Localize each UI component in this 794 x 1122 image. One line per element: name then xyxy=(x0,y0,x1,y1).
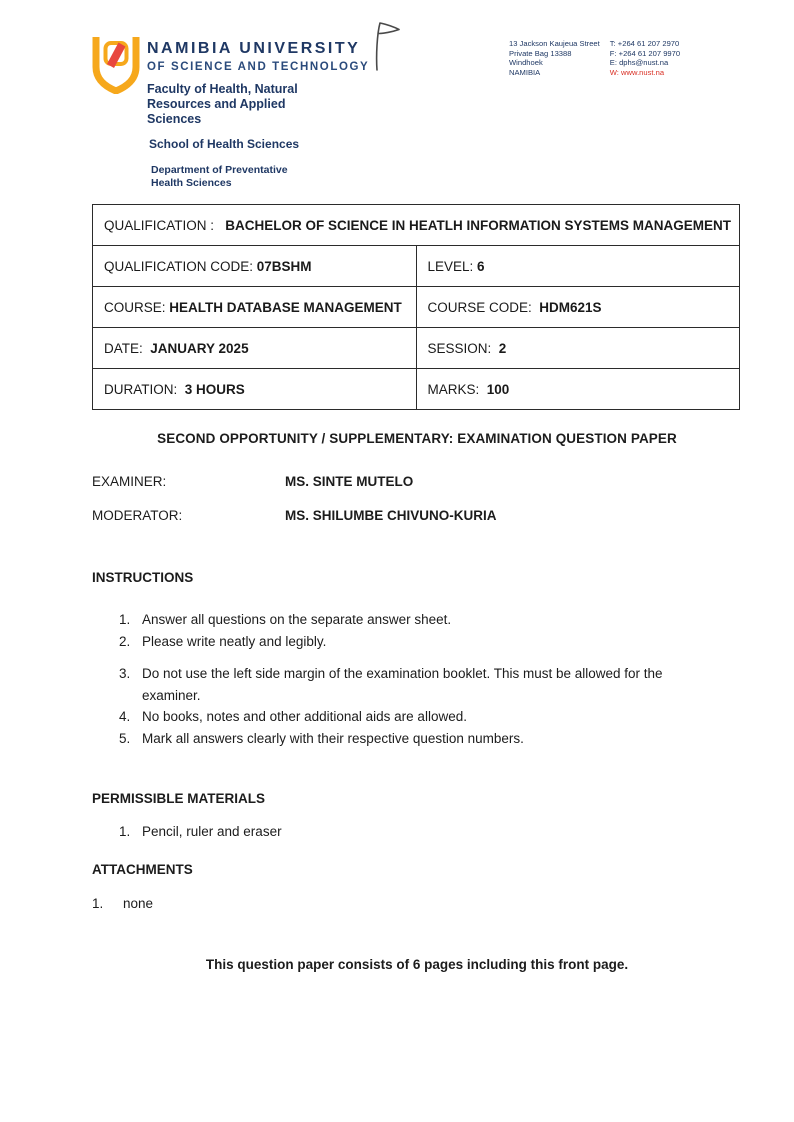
duration-value: 3 HOURS xyxy=(184,381,245,397)
item-text: Do not use the left side margin of the examination booklet. This must be allowed for the examiner. xyxy=(142,666,663,703)
instruction-item xyxy=(92,631,742,653)
university-subtitle: OF SCIENCE AND TECHNOLOGY xyxy=(147,61,370,73)
course-code-value: HDM621S xyxy=(539,299,602,315)
permissible-materials-list xyxy=(92,821,742,843)
page-header xyxy=(92,32,742,204)
address-line: 13 Jackson Kaujeua Street xyxy=(509,39,600,48)
handwritten-pen-mark xyxy=(364,18,410,83)
date-label: DATE: xyxy=(104,340,143,356)
marks-label: MARKS: xyxy=(427,381,480,397)
item-text: Answer all questions on the separate answer sheet. xyxy=(142,612,452,627)
marks-value: 100 xyxy=(486,381,510,397)
course-label: COURSE: xyxy=(104,299,166,315)
contact-block xyxy=(509,39,680,77)
attachments-heading: ATTACHMENTS xyxy=(92,861,193,877)
email-line: E: dphs@nust.na xyxy=(609,58,669,68)
attachments-list xyxy=(92,893,742,915)
item-number: 4. xyxy=(119,709,131,724)
qualification-code-value: 07BSHM xyxy=(256,258,312,274)
phone-column xyxy=(610,39,680,77)
address-line: Windhoek xyxy=(509,58,543,68)
page-count-note: This question paper consists of 6 pages including this front page. xyxy=(205,957,629,972)
duration-label: DURATION: xyxy=(104,381,178,397)
item-number: 3. xyxy=(119,666,131,681)
material-item xyxy=(92,821,742,843)
level-label: LEVEL: xyxy=(427,258,474,274)
fax-line: F: +264 61 207 9970 xyxy=(609,48,681,58)
marks-cell xyxy=(416,369,740,410)
date-value: JANUARY 2025 xyxy=(150,340,249,356)
duration-cell xyxy=(93,369,417,410)
item-number: 1. xyxy=(119,612,131,627)
session-cell xyxy=(416,328,740,369)
course-code-cell xyxy=(416,287,740,328)
item-text: No books, notes and other additional aids are allowed. xyxy=(142,709,467,724)
qualification-label: QUALIFICATION : xyxy=(104,217,215,233)
instruction-item xyxy=(92,609,742,631)
session-label: SESSION: xyxy=(427,340,492,356)
moderator-row xyxy=(92,508,742,523)
address-line: NAMIBIA xyxy=(509,67,541,77)
level-cell xyxy=(416,246,740,287)
item-text: Mark all answers clearly with their respective question numbers. xyxy=(142,730,524,746)
session-value: 2 xyxy=(498,340,507,356)
university-name: NAMIBIA UNIVERSITY xyxy=(147,40,361,57)
item-number: 5. xyxy=(119,730,131,746)
table-row-code-level xyxy=(93,246,740,287)
university-name-block xyxy=(147,40,369,73)
instructions-list xyxy=(92,609,742,749)
qualification-code-label: QUALIFICATION CODE: xyxy=(104,258,254,274)
instruction-item xyxy=(92,706,742,728)
qualification-code-cell xyxy=(93,246,417,287)
tel-line: T: +264 61 207 2970 xyxy=(609,39,680,48)
examiner-row xyxy=(92,474,742,489)
level-value: 6 xyxy=(477,258,485,274)
item-text: Please write neatly and legibly. xyxy=(142,633,327,649)
address-column xyxy=(509,39,600,77)
department-name: Department of Preventative Health Sciences xyxy=(151,164,288,189)
school-name: School of Health Sciences xyxy=(149,137,300,151)
table-row-course xyxy=(93,287,740,328)
examiner-name: MS. SINTE MUTELO xyxy=(285,474,414,489)
examiner-label: EXAMINER: xyxy=(92,474,167,489)
item-number: 1. xyxy=(92,895,104,911)
address-line: Private Bag 13388 xyxy=(509,48,572,58)
item-number: 2. xyxy=(119,633,131,649)
qualification-value: BACHELOR OF SCIENCE IN HEATLH INFORMATION SYSTEMS MANAGEMENT xyxy=(225,217,732,233)
date-cell xyxy=(93,328,417,369)
instruction-item xyxy=(92,728,742,750)
course-code-label: COURSE CODE: xyxy=(427,299,532,315)
table-row-qualification xyxy=(93,205,740,246)
instruction-item xyxy=(92,663,742,706)
nust-logo-icon xyxy=(90,34,142,99)
exam-info-table xyxy=(92,204,740,410)
item-text: Pencil, ruler and eraser xyxy=(142,824,282,839)
item-text: none xyxy=(123,895,154,911)
website-link: W: www.nust.na xyxy=(609,67,665,77)
course-cell xyxy=(93,287,417,328)
faculty-name: Faculty of Health, Natural Resources and Applied Sciences xyxy=(147,82,298,126)
permissible-materials-heading: PERMISSIBLE MATERIALS xyxy=(92,791,266,806)
table-row-date-session xyxy=(93,328,740,369)
table-row-duration-marks xyxy=(93,369,740,410)
course-value: HEALTH DATABASE MANAGEMENT xyxy=(169,299,402,315)
item-number: 1. xyxy=(119,824,131,839)
attachment-item xyxy=(92,893,742,915)
moderator-name: MS. SHILUMBE CHIVUNO-KURIA xyxy=(285,508,497,523)
qualification-cell xyxy=(93,205,740,246)
moderator-label: MODERATOR: xyxy=(92,508,183,523)
paper-title: SECOND OPPORTUNITY / SUPPLEMENTARY: EXAMINATION QUESTION PAPER xyxy=(157,431,677,446)
instructions-heading: INSTRUCTIONS xyxy=(92,570,194,585)
